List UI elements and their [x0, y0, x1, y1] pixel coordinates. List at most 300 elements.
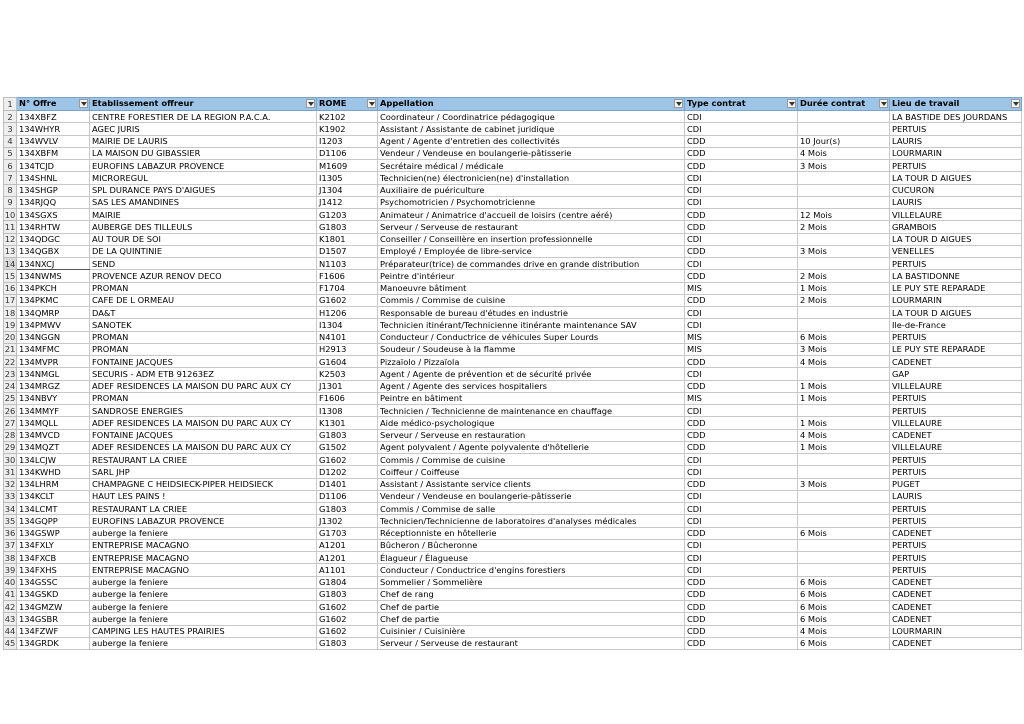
cell-duree-contrat[interactable]: 3 Mois [798, 160, 890, 172]
cell-duree-contrat[interactable]: 1 Mois [798, 441, 890, 453]
cell-etablissement[interactable]: DE LA QUINTINIE [90, 245, 317, 257]
cell-offre[interactable]: 134FZWF [17, 625, 90, 637]
cell-type-contrat[interactable]: CDI [685, 564, 798, 576]
cell-type-contrat[interactable]: CDD [685, 625, 798, 637]
cell-lieu-de-travail[interactable]: PERTUIS [890, 466, 1022, 478]
cell-duree-contrat[interactable]: 2 Mois [798, 294, 890, 306]
row-number[interactable]: 23 [4, 368, 16, 379]
cell-lieu-de-travail[interactable]: PERTUIS [890, 123, 1022, 135]
cell-etablissement[interactable]: CENTRE FORESTIER DE LA REGION P.A.C.A. [90, 111, 317, 123]
cell-appellation[interactable]: Commis / Commise de salle [378, 503, 685, 515]
cell-rome[interactable]: G1803 [317, 503, 378, 515]
cell-rome[interactable]: G1602 [317, 294, 378, 306]
cell-duree-contrat[interactable] [798, 123, 890, 135]
row-number[interactable]: 16 [4, 283, 16, 294]
cell-rome[interactable]: F1606 [317, 392, 378, 404]
cell-type-contrat[interactable]: CDD [685, 147, 798, 159]
row-number[interactable]: 14 [4, 258, 16, 269]
cell-lieu-de-travail[interactable]: LOURMARIN [890, 147, 1022, 159]
cell-type-contrat[interactable]: CDD [685, 160, 798, 172]
cell-appellation[interactable]: Élagueur / Élagueuse [378, 552, 685, 564]
cell-duree-contrat[interactable]: 6 Mois [798, 601, 890, 613]
cell-type-contrat[interactable]: CDD [685, 221, 798, 233]
row-number[interactable]: 28 [4, 430, 16, 441]
cell-rome[interactable]: A1101 [317, 564, 378, 576]
cell-type-contrat[interactable]: CDD [685, 135, 798, 147]
cell-lieu-de-travail[interactable]: GRAMBOIS [890, 221, 1022, 233]
cell-offre[interactable]: 134PKMC [17, 294, 90, 306]
cell-offre[interactable]: 134GSKD [17, 588, 90, 600]
cell-offre[interactable]: 134KWHD [17, 466, 90, 478]
cell-duree-contrat[interactable] [798, 490, 890, 502]
cell-appellation[interactable]: Conducteur / Conductrice d'engins forestiers [378, 564, 685, 576]
cell-etablissement[interactable]: PROMAN [90, 282, 317, 294]
cell-etablissement[interactable]: SAS LES AMANDINES [90, 196, 317, 208]
cell-duree-contrat[interactable] [798, 196, 890, 208]
cell-rome[interactable]: D1401 [317, 478, 378, 490]
cell-etablissement[interactable]: ADEF RESIDENCES LA MAISON DU PARC AUX CY [90, 441, 317, 453]
cell-type-contrat[interactable]: CDD [685, 356, 798, 368]
cell-lieu-de-travail[interactable]: PERTUIS [890, 564, 1022, 576]
cell-duree-contrat[interactable] [798, 172, 890, 184]
cell-duree-contrat[interactable]: 6 Mois [798, 331, 890, 343]
cell-rome[interactable]: H1206 [317, 307, 378, 319]
row-number[interactable]: 35 [4, 515, 16, 526]
cell-offre[interactable]: 134LCJW [17, 454, 90, 466]
cell-lieu-de-travail[interactable]: LA TOUR D AIGUES [890, 307, 1022, 319]
cell-duree-contrat[interactable]: 3 Mois [798, 245, 890, 257]
cell-etablissement[interactable]: EUROFINS LABAZUR PROVENCE [90, 160, 317, 172]
cell-duree-contrat[interactable] [798, 307, 890, 319]
cell-etablissement[interactable]: RESTAURANT LA CRIEE [90, 503, 317, 515]
row-number[interactable]: 27 [4, 417, 16, 428]
column-header-etablissement[interactable] [90, 98, 317, 111]
row-number[interactable]: 15 [4, 270, 16, 281]
cell-appellation[interactable]: Technicien/Technicienne de laboratoires d'analyses médicales [378, 515, 685, 527]
cell-type-contrat[interactable]: CDI [685, 454, 798, 466]
cell-appellation[interactable]: Technicien itinérant/Technicienne itinérante maintenance SAV [378, 319, 685, 331]
cell-appellation[interactable]: Employé / Employée de libre-service [378, 245, 685, 257]
cell-duree-contrat[interactable]: 1 Mois [798, 282, 890, 294]
cell-offre[interactable]: 134SHNL [17, 172, 90, 184]
cell-etablissement[interactable]: CAFE DE L ORMEAU [90, 294, 317, 306]
cell-lieu-de-travail[interactable]: LOURMARIN [890, 294, 1022, 306]
dropdown-filter-icon[interactable] [674, 99, 683, 108]
cell-type-contrat[interactable]: CDD [685, 380, 798, 392]
cell-appellation[interactable]: Cuisinier / Cuisinière [378, 625, 685, 637]
cell-lieu-de-travail[interactable]: CUCURON [890, 184, 1022, 196]
cell-type-contrat[interactable]: CDD [685, 576, 798, 588]
cell-duree-contrat[interactable]: 6 Mois [798, 613, 890, 625]
cell-offre[interactable]: 134LCMT [17, 503, 90, 515]
cell-offre[interactable]: 134GSWP [17, 527, 90, 539]
cell-lieu-de-travail[interactable]: PERTUIS [890, 503, 1022, 515]
cell-etablissement[interactable]: PROMAN [90, 331, 317, 343]
cell-offre[interactable]: 134MVPR [17, 356, 90, 368]
cell-rome[interactable]: K1801 [317, 233, 378, 245]
cell-rome[interactable]: G1803 [317, 221, 378, 233]
cell-duree-contrat[interactable]: 6 Mois [798, 576, 890, 588]
cell-rome[interactable]: G1803 [317, 637, 378, 649]
cell-offre[interactable]: 134RHTW [17, 221, 90, 233]
cell-appellation[interactable]: Vendeur / Vendeuse en boulangerie-pâtisserie [378, 490, 685, 502]
cell-rome[interactable]: G1803 [317, 588, 378, 600]
cell-lieu-de-travail[interactable]: CADENET [890, 601, 1022, 613]
cell-etablissement[interactable]: ENTREPRISE MACAGNO [90, 539, 317, 551]
cell-appellation[interactable]: Commis / Commise de cuisine [378, 294, 685, 306]
cell-offre[interactable]: 134MFMC [17, 343, 90, 355]
cell-offre[interactable]: 134GSBR [17, 613, 90, 625]
cell-duree-contrat[interactable]: 10 Jour(s) [798, 135, 890, 147]
cell-appellation[interactable]: Chef de partie [378, 613, 685, 625]
cell-appellation[interactable]: Serveur / Serveuse en restauration [378, 429, 685, 441]
cell-lieu-de-travail[interactable]: CADENET [890, 588, 1022, 600]
cell-etablissement[interactable]: PROMAN [90, 343, 317, 355]
row-number[interactable]: 1 [4, 98, 17, 111]
cell-offre[interactable]: 134NGGN [17, 331, 90, 343]
cell-lieu-de-travail[interactable]: LE PUY STE REPARADE [890, 282, 1022, 294]
dropdown-filter-icon[interactable] [306, 99, 315, 108]
cell-etablissement[interactable]: AU TOUR DE SOI [90, 233, 317, 245]
cell-rome[interactable]: F1606 [317, 270, 378, 282]
cell-lieu-de-travail[interactable]: LAURIS [890, 135, 1022, 147]
row-number[interactable]: 8 [4, 184, 17, 196]
cell-appellation[interactable]: Auxiliaire de puériculture [378, 184, 685, 196]
row-number[interactable]: 11 [4, 221, 16, 232]
column-header-offre[interactable] [17, 98, 90, 111]
cell-offre[interactable]: 134QDGC [17, 233, 90, 245]
cell-appellation[interactable]: Technicien / Technicienne de maintenance en chauffage [378, 405, 685, 417]
cell-lieu-de-travail[interactable]: LA BASTIDONNE [890, 270, 1022, 282]
cell-appellation[interactable]: Conducteur / Conductrice de véhicules Super Lourds [378, 331, 685, 343]
cell-rome[interactable]: A1201 [317, 552, 378, 564]
cell-rome[interactable]: J1302 [317, 515, 378, 527]
cell-type-contrat[interactable]: CDD [685, 637, 798, 649]
cell-duree-contrat[interactable] [798, 368, 890, 380]
cell-rome[interactable]: D1106 [317, 147, 378, 159]
cell-offre[interactable]: 134PKCH [17, 282, 90, 294]
cell-offre[interactable]: 134SHGP [17, 184, 90, 196]
cell-etablissement[interactable]: auberge la feniere [90, 613, 317, 625]
cell-appellation[interactable]: Responsable de bureau d'études en industrie [378, 307, 685, 319]
cell-lieu-de-travail[interactable]: CADENET [890, 613, 1022, 625]
cell-duree-contrat[interactable]: 3 Mois [798, 343, 890, 355]
cell-offre[interactable]: 134FXCB [17, 552, 90, 564]
row-number[interactable]: 41 [4, 589, 16, 600]
cell-offre[interactable]: 134XBFZ [17, 111, 90, 123]
cell-etablissement[interactable]: AGEC JURIS [90, 123, 317, 135]
cell-etablissement[interactable]: MAIRIE [90, 209, 317, 221]
cell-duree-contrat[interactable]: 6 Mois [798, 588, 890, 600]
cell-type-contrat[interactable]: MIS [685, 392, 798, 404]
row-number[interactable]: 45 [4, 638, 16, 649]
cell-appellation[interactable]: Technicien(ne) électronicien(ne) d'installation [378, 172, 685, 184]
cell-etablissement[interactable]: FONTAINE JACQUES [90, 429, 317, 441]
cell-type-contrat[interactable]: CDD [685, 209, 798, 221]
cell-type-contrat[interactable]: CDI [685, 466, 798, 478]
cell-appellation[interactable]: Commis / Commise de cuisine [378, 454, 685, 466]
cell-etablissement[interactable]: DA&T [90, 307, 317, 319]
cell-type-contrat[interactable]: CDI [685, 258, 798, 270]
cell-etablissement[interactable]: SPL DURANCE PAYS D'AIGUES [90, 184, 317, 196]
cell-type-contrat[interactable]: CDI [685, 503, 798, 515]
row-number[interactable]: 34 [4, 503, 16, 514]
cell-offre[interactable]: 134NBVY [17, 392, 90, 404]
row-number[interactable]: 43 [4, 613, 16, 624]
cell-etablissement[interactable]: AUBERGE DES TILLEULS [90, 221, 317, 233]
column-header-rome[interactable] [317, 98, 378, 111]
cell-type-contrat[interactable]: CDD [685, 294, 798, 306]
cell-etablissement[interactable]: FONTAINE JACQUES [90, 356, 317, 368]
cell-rome[interactable]: I1203 [317, 135, 378, 147]
cell-etablissement[interactable]: auberge la feniere [90, 601, 317, 613]
cell-type-contrat[interactable]: CDI [685, 552, 798, 564]
cell-type-contrat[interactable]: CDD [685, 417, 798, 429]
cell-etablissement[interactable]: auberge la feniere [90, 527, 317, 539]
row-number[interactable]: 20 [4, 332, 16, 343]
cell-rome[interactable]: G1602 [317, 625, 378, 637]
row-number[interactable]: 25 [4, 393, 16, 404]
cell-duree-contrat[interactable] [798, 539, 890, 551]
cell-duree-contrat[interactable] [798, 233, 890, 245]
cell-type-contrat[interactable]: CDD [685, 478, 798, 490]
cell-etablissement[interactable]: SARL JHP [90, 466, 317, 478]
cell-lieu-de-travail[interactable]: CADENET [890, 429, 1022, 441]
row-number[interactable]: 18 [4, 307, 16, 318]
cell-rome[interactable]: G1602 [317, 454, 378, 466]
cell-offre[interactable]: 134RJQQ [17, 196, 90, 208]
cell-appellation[interactable]: Aide médico-psychologique [378, 417, 685, 429]
cell-rome[interactable]: H2913 [317, 343, 378, 355]
cell-duree-contrat[interactable]: 3 Mois [798, 478, 890, 490]
row-number[interactable]: 29 [4, 442, 16, 453]
cell-duree-contrat[interactable]: 2 Mois [798, 221, 890, 233]
cell-appellation[interactable]: Serveur / Serveuse de restaurant [378, 637, 685, 649]
cell-duree-contrat[interactable]: 6 Mois [798, 637, 890, 649]
cell-type-contrat[interactable]: CDI [685, 196, 798, 208]
cell-duree-contrat[interactable]: 2 Mois [798, 270, 890, 282]
dropdown-filter-icon[interactable] [879, 99, 888, 108]
cell-etablissement[interactable]: SEND [90, 258, 317, 270]
cell-appellation[interactable]: Agent / Agente de prévention et de sécurité privée [378, 368, 685, 380]
row-number[interactable]: 6 [4, 160, 17, 172]
cell-lieu-de-travail[interactable]: CADENET [890, 576, 1022, 588]
cell-appellation[interactable]: Serveur / Serveuse de restaurant [378, 221, 685, 233]
cell-offre[interactable]: 134PMWV [17, 319, 90, 331]
cell-offre[interactable]: 134KCLT [17, 490, 90, 502]
cell-offre[interactable]: 134MVCD [17, 429, 90, 441]
row-number[interactable]: 26 [4, 405, 16, 416]
cell-type-contrat[interactable]: CDI [685, 123, 798, 135]
cell-offre[interactable]: 134WVLV [17, 135, 90, 147]
cell-lieu-de-travail[interactable]: Ile-de-France [890, 319, 1022, 331]
cell-type-contrat[interactable]: CDI [685, 307, 798, 319]
cell-type-contrat[interactable]: CDI [685, 539, 798, 551]
row-number[interactable]: 33 [4, 491, 16, 502]
cell-etablissement[interactable]: HAUT LES PAINS ! [90, 490, 317, 502]
cell-duree-contrat[interactable] [798, 184, 890, 196]
dropdown-filter-icon[interactable] [367, 99, 376, 108]
dropdown-filter-icon[interactable] [79, 99, 88, 108]
cell-lieu-de-travail[interactable]: VILLELAURE [890, 209, 1022, 221]
cell-appellation[interactable]: Assistant / Assistante service clients [378, 478, 685, 490]
row-number[interactable]: 5 [4, 147, 17, 159]
cell-etablissement[interactable]: MICROREGUL [90, 172, 317, 184]
row-number[interactable]: 32 [4, 479, 16, 490]
cell-rome[interactable]: J1301 [317, 380, 378, 392]
row-number[interactable]: 37 [4, 540, 16, 551]
cell-type-contrat[interactable]: MIS [685, 343, 798, 355]
cell-lieu-de-travail[interactable]: LAURIS [890, 196, 1022, 208]
row-number[interactable]: 31 [4, 466, 16, 477]
cell-type-contrat[interactable]: MIS [685, 282, 798, 294]
cell-type-contrat[interactable]: CDI [685, 515, 798, 527]
cell-appellation[interactable]: Conseiller / Conseillère en insertion professionnelle [378, 233, 685, 245]
cell-lieu-de-travail[interactable]: LA TOUR D AIGUES [890, 172, 1022, 184]
cell-offre[interactable]: 134LHRM [17, 478, 90, 490]
cell-duree-contrat[interactable]: 4 Mois [798, 625, 890, 637]
cell-lieu-de-travail[interactable]: LA BASTIDE DES JOURDANS [890, 111, 1022, 123]
row-number[interactable]: 22 [4, 356, 16, 367]
cell-rome[interactable]: M1609 [317, 160, 378, 172]
column-header-duree-contrat[interactable] [798, 98, 890, 111]
cell-lieu-de-travail[interactable]: LE PUY STE REPARADE [890, 343, 1022, 355]
cell-etablissement[interactable]: SANDROSE ENERGIES [90, 405, 317, 417]
cell-rome[interactable]: D1202 [317, 466, 378, 478]
cell-lieu-de-travail[interactable]: CADENET [890, 637, 1022, 649]
cell-offre[interactable]: 134GRDK [17, 637, 90, 649]
cell-rome[interactable]: N1103 [317, 258, 378, 270]
cell-etablissement[interactable]: EUROFINS LABAZUR PROVENCE [90, 515, 317, 527]
cell-duree-contrat[interactable] [798, 319, 890, 331]
cell-rome[interactable]: I1308 [317, 405, 378, 417]
cell-offre[interactable]: 134NWMS [17, 270, 90, 282]
cell-lieu-de-travail[interactable]: LOURMARIN [890, 625, 1022, 637]
cell-offre[interactable]: 134FXHS [17, 564, 90, 576]
cell-appellation[interactable]: Secrétaire médical / médicale [378, 160, 685, 172]
cell-appellation[interactable]: Animateur / Animatrice d'accueil de loisirs (centre aéré) [378, 209, 685, 221]
cell-lieu-de-travail[interactable]: LAURIS [890, 490, 1022, 502]
cell-offre[interactable]: 134MQZT [17, 441, 90, 453]
cell-lieu-de-travail[interactable]: PERTUIS [890, 331, 1022, 343]
cell-type-contrat[interactable]: CDI [685, 233, 798, 245]
cell-lieu-de-travail[interactable]: PERTUIS [890, 552, 1022, 564]
row-number[interactable]: 38 [4, 552, 16, 563]
row-number[interactable]: 19 [4, 319, 16, 330]
column-header-appellation[interactable] [378, 98, 685, 111]
cell-rome[interactable]: K2102 [317, 111, 378, 123]
row-number[interactable]: 2 [4, 111, 17, 123]
cell-lieu-de-travail[interactable]: VILLELAURE [890, 441, 1022, 453]
cell-rome[interactable]: G1703 [317, 527, 378, 539]
cell-lieu-de-travail[interactable]: PERTUIS [890, 392, 1022, 404]
cell-type-contrat[interactable]: CDD [685, 527, 798, 539]
cell-duree-contrat[interactable] [798, 564, 890, 576]
cell-lieu-de-travail[interactable]: PERTUIS [890, 405, 1022, 417]
cell-appellation[interactable]: Chef de partie [378, 601, 685, 613]
cell-type-contrat[interactable]: CDI [685, 172, 798, 184]
row-number[interactable]: 36 [4, 528, 16, 539]
cell-lieu-de-travail[interactable]: VENELLES [890, 245, 1022, 257]
cell-offre[interactable]: 134MMYF [17, 405, 90, 417]
cell-rome[interactable]: J1304 [317, 184, 378, 196]
cell-rome[interactable]: G1602 [317, 601, 378, 613]
cell-lieu-de-travail[interactable]: PERTUIS [890, 160, 1022, 172]
cell-rome[interactable]: N4101 [317, 331, 378, 343]
cell-duree-contrat[interactable] [798, 503, 890, 515]
cell-duree-contrat[interactable]: 1 Mois [798, 417, 890, 429]
cell-duree-contrat[interactable] [798, 111, 890, 123]
row-number[interactable]: 17 [4, 295, 16, 306]
column-header-type-contrat[interactable] [685, 98, 798, 111]
cell-type-contrat[interactable]: CDD [685, 441, 798, 453]
cell-rome[interactable]: K1301 [317, 417, 378, 429]
cell-type-contrat[interactable]: MIS [685, 331, 798, 343]
cell-duree-contrat[interactable]: 12 Mois [798, 209, 890, 221]
cell-etablissement[interactable]: CHAMPAGNE C HEIDSIECK-PIPER HEIDSIECK [90, 478, 317, 490]
row-number[interactable]: 9 [4, 196, 17, 208]
cell-etablissement[interactable]: ENTREPRISE MACAGNO [90, 564, 317, 576]
cell-offre[interactable]: 134TCJD [17, 160, 90, 172]
cell-duree-contrat[interactable] [798, 552, 890, 564]
cell-lieu-de-travail[interactable]: GAP [890, 368, 1022, 380]
cell-appellation[interactable]: Coiffeur / Coiffeuse [378, 466, 685, 478]
row-number[interactable]: 44 [4, 626, 16, 637]
cell-type-contrat[interactable]: CDI [685, 490, 798, 502]
cell-offre[interactable]: 134XBFM [17, 147, 90, 159]
cell-appellation[interactable]: Soudeur / Soudeuse à la flamme [378, 343, 685, 355]
cell-etablissement[interactable]: auberge la feniere [90, 576, 317, 588]
cell-appellation[interactable]: Psychomotricien / Psychomotricienne [378, 196, 685, 208]
cell-appellation[interactable]: Bûcheron / Bûcheronne [378, 539, 685, 551]
cell-appellation[interactable]: Réceptionniste en hôtellerie [378, 527, 685, 539]
cell-etablissement[interactable]: PROMAN [90, 392, 317, 404]
cell-etablissement[interactable]: SANOTEK [90, 319, 317, 331]
cell-duree-contrat[interactable] [798, 405, 890, 417]
row-number[interactable]: 42 [4, 601, 16, 612]
cell-offre[interactable]: 134MRGZ [17, 380, 90, 392]
cell-rome[interactable]: J1412 [317, 196, 378, 208]
cell-duree-contrat[interactable]: 6 Mois [798, 527, 890, 539]
cell-type-contrat[interactable]: CDI [685, 368, 798, 380]
cell-type-contrat[interactable]: CDD [685, 270, 798, 282]
cell-appellation[interactable]: Agent / Agente des services hospitaliers [378, 380, 685, 392]
cell-rome[interactable]: G1803 [317, 429, 378, 441]
row-number[interactable]: 7 [4, 172, 17, 184]
cell-duree-contrat[interactable]: 1 Mois [798, 380, 890, 392]
cell-lieu-de-travail[interactable]: LA TOUR D AIGUES [890, 233, 1022, 245]
cell-duree-contrat[interactable]: 4 Mois [798, 356, 890, 368]
cell-rome[interactable]: G1602 [317, 613, 378, 625]
cell-rome[interactable]: G1203 [317, 209, 378, 221]
row-number[interactable]: 3 [4, 123, 17, 135]
cell-duree-contrat[interactable] [798, 515, 890, 527]
cell-type-contrat[interactable]: CDI [685, 319, 798, 331]
cell-appellation[interactable]: Pizzaïolo / Pizzaïola [378, 356, 685, 368]
cell-type-contrat[interactable]: CDI [685, 184, 798, 196]
cell-offre[interactable]: 134GSSC [17, 576, 90, 588]
cell-rome[interactable]: A1201 [317, 539, 378, 551]
cell-rome[interactable]: D1507 [317, 245, 378, 257]
dropdown-filter-icon[interactable] [1011, 99, 1020, 108]
cell-offre[interactable]: 134NXCJ [17, 258, 90, 270]
cell-rome[interactable]: D1106 [317, 490, 378, 502]
cell-offre[interactable]: 134QGBX [17, 245, 90, 257]
cell-duree-contrat[interactable]: 1 Mois [798, 392, 890, 404]
cell-lieu-de-travail[interactable]: PERTUIS [890, 515, 1022, 527]
cell-lieu-de-travail[interactable]: PERTUIS [890, 539, 1022, 551]
row-number[interactable]: 12 [4, 234, 16, 245]
